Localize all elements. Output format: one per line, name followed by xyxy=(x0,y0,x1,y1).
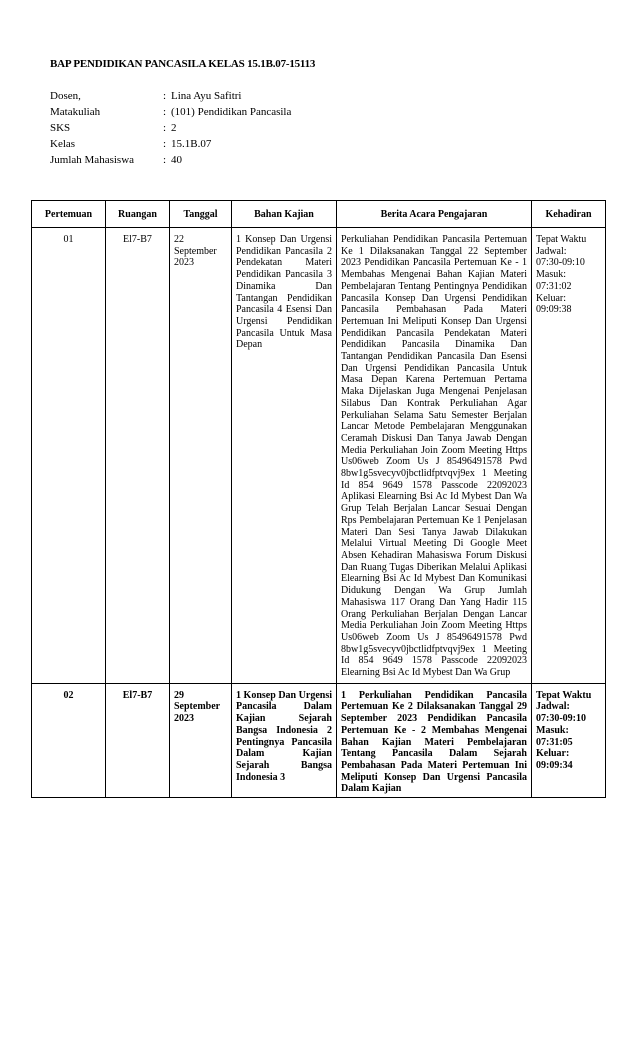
table-row xyxy=(32,683,606,797)
kehadiran-keluar-label: Keluar: xyxy=(536,748,570,760)
cell-bahan-kajian: 1 Konsep Dan Urgensi Pendidikan Pancasila 2 Pendekatan Materi Pendidikan Pancasila 3 Dinamika Dan Tantangan Pendidikan Pancasila 4 Esensi Dan Urgensi Pendidikan Pancasila Untuk Masa Depan xyxy=(232,228,337,684)
cell-tanggal: 22 September 2023 xyxy=(170,228,232,684)
course-info xyxy=(50,88,291,168)
header-berita-acara: Berita Acara Pengajaran xyxy=(337,201,532,228)
header-pertemuan: Pertemuan xyxy=(32,201,106,228)
kehadiran-keluar-value: 09:09:38 xyxy=(536,304,572,316)
kehadiran-jadwal-label: Jadwal: xyxy=(536,245,567,257)
cell-ruangan: El7-B7 xyxy=(106,683,170,797)
header-ruangan: Ruangan xyxy=(106,201,170,228)
info-value: Lina Ayu Safitri xyxy=(171,90,242,102)
info-label: SKS xyxy=(50,122,71,134)
kehadiran-status: Tepat Waktu xyxy=(536,689,592,701)
kehadiran-jadwal-value: 07:30-09:10 xyxy=(536,713,586,725)
info-label: Jumlah Mahasiswa xyxy=(50,154,135,166)
cell-bahan-kajian: 1 Konsep Dan Urgensi Pancasila Dalam Kajian Sejarah Bangsa Indonesia 2 Pentingnya Pancasila Dalam Kajian Sejarah Bangsa Indonesia 3 xyxy=(232,683,337,797)
info-label: Dosen, xyxy=(50,90,81,102)
info-value: (101) Pendidikan Pancasila xyxy=(171,106,292,118)
header-bahan-kajian: Bahan Kajian xyxy=(232,201,337,228)
kehadiran-masuk-label: Masuk: xyxy=(536,724,569,736)
info-row-jumlah-mahasiswa: Jumlah Mahasiswa : 40 xyxy=(50,154,182,166)
document-title: BAP PENDIDIKAN PANCASILA KELAS 15.1B.07-15113 xyxy=(50,58,316,70)
info-value: 15.1B.07 xyxy=(171,138,212,150)
cell-pertemuan: 01 xyxy=(32,228,106,684)
info-label: Matakuliah xyxy=(50,106,101,118)
kehadiran-masuk-label: Masuk: xyxy=(536,269,566,281)
cell-tanggal: 29 September 2023 xyxy=(170,683,232,797)
info-row-dosen: Dosen, : Lina Ayu Safitri xyxy=(50,90,242,102)
cell-berita-acara: 1 Perkuliahan Pendidikan Pancasila Pertemuan Ke 2 Dilaksanakan Tanggal 29 September 2023 Pendidikan Pancasila Pertemuan Ke - 2 Membahas Mengenai Bahan Kajian Materi Pembelajaran Tentang Pancasila Dalam Sejarah Pembahasan Pada Materi Pertemuan Ini Meliputi Konsep Dan Urgensi Pancasila Dalam Kajian xyxy=(337,683,532,797)
table-header-row xyxy=(32,201,606,228)
cell-kehadiran xyxy=(532,683,606,797)
kehadiran-jadwal-label: Jadwal: xyxy=(536,701,570,713)
kehadiran-keluar-label: Keluar: xyxy=(536,292,566,304)
cell-ruangan: El7-B7 xyxy=(106,228,170,684)
bap-table xyxy=(31,200,606,798)
header-tanggal: Tanggal xyxy=(170,201,232,228)
info-value: 40 xyxy=(171,154,182,166)
header-kehadiran: Kehadiran xyxy=(532,201,606,228)
info-label: Kelas xyxy=(50,138,76,150)
kehadiran-masuk-value: 07:31:05 xyxy=(536,736,573,748)
kehadiran-jadwal-value: 07:30-09:10 xyxy=(536,257,585,269)
info-row-kelas: Kelas : 15.1B.07 xyxy=(50,138,212,150)
info-value: 2 xyxy=(171,122,177,134)
kehadiran-masuk-value: 07:31:02 xyxy=(536,280,572,292)
kehadiran-keluar-value: 09:09:34 xyxy=(536,759,573,771)
info-row-sks: SKS : 2 xyxy=(50,122,177,134)
cell-berita-acara: Perkuliahan Pendidikan Pancasila Pertemuan Ke 1 Dilaksanakan Tanggal 22 September 2023 Pendidikan Pancasila Pertemuan Ke - 1 Membahas Mengenai Bahan Kajian Materi Pembelajaran Tentang Pentingnya Pendidikan Pancasila Konsep Dan Urgensi Pendidikan Pancasila Pembahasan Pada Materi Pertemuan Ini Meliputi Konsep Dan Urgensi Pendidikan Pancasila Pendekatan Materi Pendidikan Pancasila Dinamika Dan Tantangan Pendidikan Pancasila Dan Esensi Dan Urgensi Pendidikan Pancasila Untuk Masa Depan Karena Pertemuan Pertama Maka Dijelaskan Juga Mengenai Penjelasan Silabus Dan Kontrak Perkuliahan Agar Perkuliahan Selama Satu Semester Berjalan Lancar Metode Pembelajaran Menggunakan Ceramah Diskusi Dan Tanya Jawab Dengan Media Perkuliahan Join Zoom Meeting Https Us06web Zoom Us J 85496491578 Pwd 8bw1g5svecyv0jbctlidfptvqvj9ex 1 Meeting Id 854 9649 1578 Passcode 22092023 Aplikasi Elearning Bsi Ac Id Mybest Dan Wa Grup Telah Berjalan Lancar Sesuai Dengan Rps Pembelajaran Pertemuan Ke 1 Penjelasan Materi Dan Sesi Tanya Jawab Dilakukan Melalui Virtual Meeting Di Google Meet Absen Kehadiran Mahasiswa Forum Diskusi Dan Ruang Tugas Diberikan Melalui Aplikasi Elearning Bsi Ac Id Mybest Dan Komunikasi Didukung Dengan Wa Grup Jumlah Mahasiswa 117 Orang Dan Yang Hadir 115 Orang Perkuliahan Berjalan Dengan Lancar Media Perkuliahan Join Zoom Meeting Https Us06web Zoom Us J 85496491578 Pwd 8bw1g5svecyv0jbctlidfptvqvj9ex 1 Meeting Id 854 9649 1578 Passcode 22092023 Elearning Bsi Ac Id Mybest Dan Wa Grup xyxy=(337,228,532,684)
cell-kehadiran xyxy=(532,228,606,684)
kehadiran-status: Tepat Waktu xyxy=(536,234,587,245)
info-row-matakuliah: Matakuliah : (101) Pendidikan Pancasila xyxy=(50,106,292,118)
table-row xyxy=(32,228,606,684)
cell-pertemuan: 02 xyxy=(32,683,106,797)
